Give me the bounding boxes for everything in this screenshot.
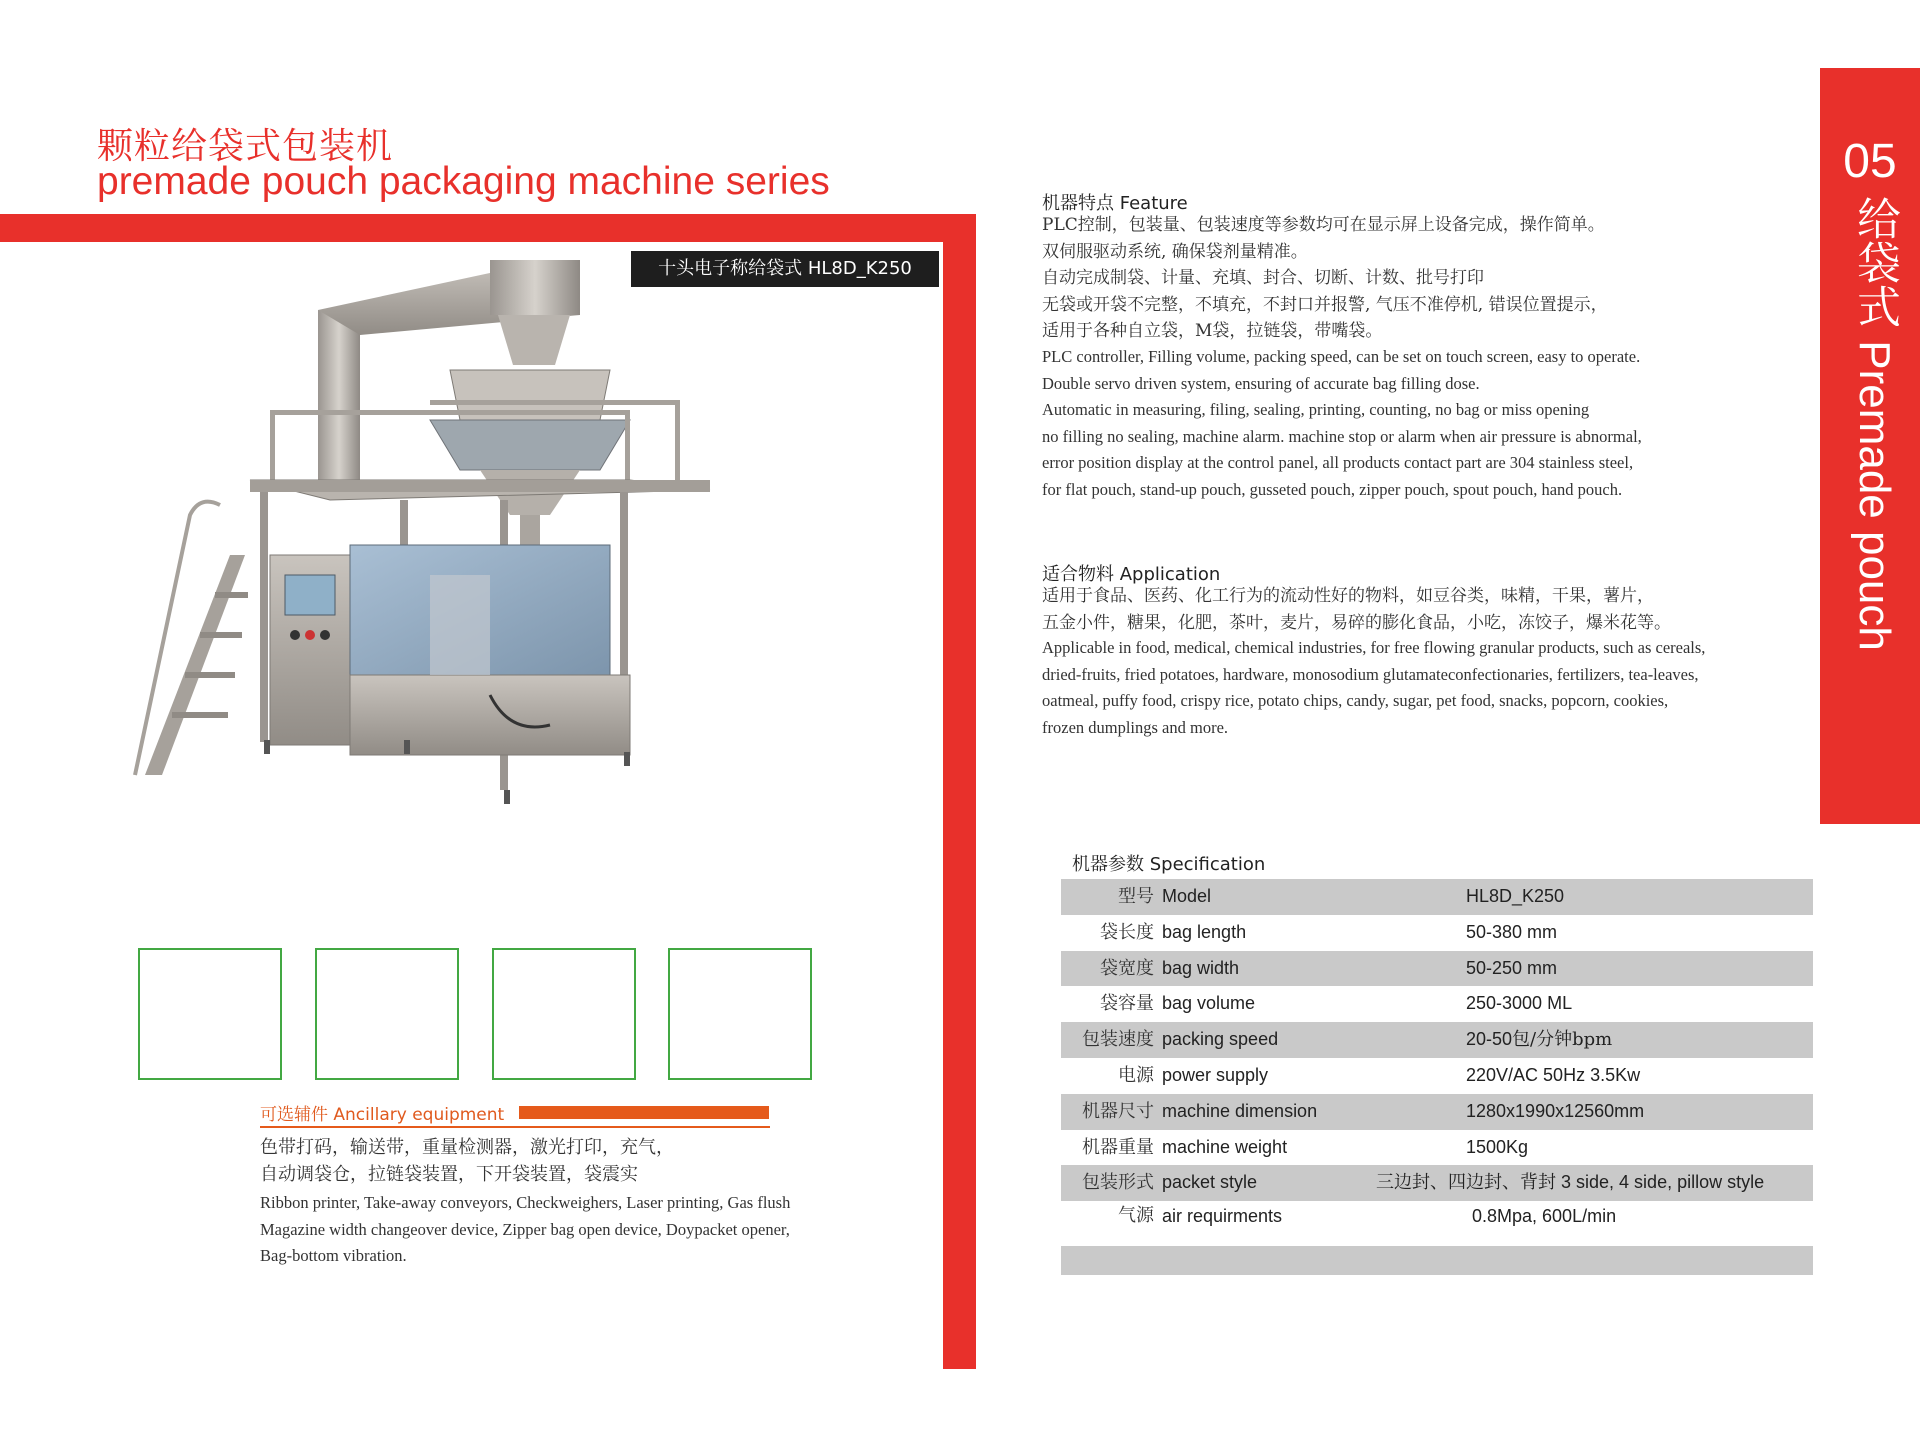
spec-value: 0.8Mpa, 600L/min — [1472, 1206, 1617, 1227]
feature-zh-line: 双伺服驱动系统, 确保袋剂量精准。 — [1042, 241, 1308, 262]
spec-value: 1280x1990x12560mm — [1466, 1100, 1645, 1121]
application-en-line: Applicable in food, medical, chemical industries, for free flowing granular products, such as cereals, — [1042, 638, 1706, 657]
ancillary-accent-bar — [519, 1106, 769, 1119]
ancillary-zh-line: 自动调袋仓，拉链袋装置，下开袋装置，袋震实 — [260, 1164, 638, 1185]
spec-label-en: bag length — [1162, 921, 1247, 942]
spec-value — [1376, 1165, 1764, 1201]
spec-value-en: 3 side, 4 side, pillow style — [1561, 1172, 1765, 1193]
feature-en-line: Double servo driven system, ensuring of accurate bag filling dose. — [1042, 373, 1480, 393]
feature-heading: 机器特点 Feature — [1042, 193, 1188, 214]
spec-row — [1061, 1094, 1813, 1130]
feature-zh-line: 适用于各种自立袋，M袋，拉链袋，带嘴袋。 — [1042, 321, 1383, 341]
feature-en-line: PLC controller, Filling volume, packing speed, can be set on touch screen, easy to operate. — [1042, 347, 1641, 366]
spec-heading: 机器参数 Specification — [1072, 854, 1266, 875]
red-header-bar — [0, 214, 945, 242]
application-en-text — [1042, 635, 1705, 741]
spec-value: 250-3000 ML — [1466, 993, 1573, 1014]
spec-label-en: bag width — [1162, 957, 1240, 978]
model-tag: 十头电子称给袋式 HL8D_K250 — [631, 251, 939, 287]
feature-zh-line: PLC控制，包装量、包装速度等参数均可在显示屏上设备完成，操作简单。 — [1042, 215, 1605, 235]
ancillary-en-line: Bag-bottom vibration. — [260, 1246, 407, 1265]
spec-label-en: packet style — [1162, 1172, 1258, 1193]
spec-label-zh: 包装形式 — [1082, 1172, 1154, 1194]
ancillary-en-line: Ribbon printer, Take-away conveyors, Checkweighers, Laser printing, Gas flush — [260, 1193, 791, 1212]
red-divider-bar — [943, 214, 976, 1369]
application-en-line: oatmeal, puffy food, crispy rice, potato chips, candy, sugar, pet food, snacks, popcorn, cookies, — [1042, 691, 1669, 710]
application-zh-text — [1042, 583, 1671, 636]
spec-value-zh: 三边封、四边封、背封 — [1376, 1172, 1556, 1194]
side-section-tab — [1820, 68, 1920, 824]
spec-label-en: machine dimension — [1162, 1100, 1318, 1121]
application-zh-line: 适用于食品、医药、化工行为的流动性好的物料，如豆谷类，味精，干果，薯片， — [1042, 586, 1654, 606]
spec-row — [1061, 986, 1813, 1022]
spec-value: 220V/AC 50Hz 3.5Kw — [1466, 1064, 1641, 1085]
spec-label-zh: 袋宽度 — [1100, 957, 1154, 979]
spec-row — [1061, 951, 1813, 987]
thumbnail-frame-2 — [315, 948, 459, 1080]
application-heading: 适合物料 Application — [1042, 564, 1221, 585]
spec-label-en: bag volume — [1162, 993, 1256, 1014]
feature-en-text — [1042, 344, 1642, 503]
spec-value — [1466, 1022, 1612, 1058]
spec-value-number: 20-50 — [1466, 1029, 1513, 1050]
spec-label-zh: 电源 — [1118, 1064, 1154, 1086]
application-en-line: dried-fruits, fried potatoes, hardware, monosodium glutamateconfectionaries, fertilizers, tea-leaves, — [1042, 664, 1699, 684]
spec-label-en: Model — [1162, 886, 1212, 906]
spec-row — [1061, 1022, 1813, 1058]
thumbnail-frame-4 — [668, 948, 812, 1080]
spec-row — [1061, 1201, 1813, 1231]
feature-en-line: error position display at the control panel, all products contact part are 304 stainless steel, — [1042, 453, 1634, 472]
ancillary-heading: 可选辅件 Ancillary equipment — [260, 1105, 505, 1125]
feature-en-line: for flat pouch, stand-up pouch, gusseted pouch, zipper pouch, spout pouch, hand pouch. — [1042, 479, 1623, 499]
page-title-en: premade pouch packaging machine series — [97, 160, 830, 203]
ancillary-underline — [260, 1126, 770, 1128]
thumbnail-frame-1 — [138, 948, 282, 1080]
ancillary-zh-text — [260, 1134, 674, 1188]
spec-row-empty — [1061, 1246, 1813, 1275]
spec-label-en: machine weight — [1162, 1136, 1288, 1157]
spec-label-zh: 袋容量 — [1100, 993, 1154, 1015]
spec-label-en: air requirments — [1162, 1206, 1283, 1227]
spec-label-zh: 袋长度 — [1100, 921, 1154, 943]
spec-label-zh: 机器重量 — [1082, 1136, 1154, 1158]
feature-zh-text — [1042, 212, 1608, 345]
application-en-line: frozen dumplings and more. — [1042, 717, 1229, 737]
ancillary-zh-line: 色带打码，输送带，重量检测器，激光打印，充气， — [260, 1137, 674, 1158]
feature-en-line: no filling no sealing, machine alarm. machine stop or alarm when air pressure is abnormal, — [1042, 426, 1642, 446]
feature-en-line: Automatic in measuring, filing, sealing, printing, counting, no bag or miss opening — [1042, 400, 1590, 419]
thumbnail-frame-3 — [492, 948, 636, 1080]
spec-table — [1061, 879, 1813, 1275]
spec-value-unit: 包/分钟bpm — [1512, 1029, 1613, 1051]
spec-row — [1061, 879, 1813, 915]
spec-value: HL8D_K250 — [1466, 886, 1565, 906]
ancillary-en-text — [260, 1190, 790, 1270]
feature-zh-line: 自动完成制袋、计量、充填、封合、切断、计数、批号打印 — [1042, 268, 1484, 288]
page-title-zh: 颗粒给袋式包装机 — [97, 126, 394, 167]
spec-label-zh: 型号 — [1118, 886, 1154, 907]
spec-row — [1061, 1058, 1813, 1094]
spec-label-zh: 包装速度 — [1082, 1029, 1154, 1051]
spec-value: 50-380 mm — [1466, 921, 1558, 942]
spec-value: 1500Kg — [1466, 1136, 1529, 1157]
spec-label-en: power supply — [1162, 1064, 1269, 1085]
spec-value: 50-250 mm — [1466, 957, 1558, 978]
spec-label-zh: 气源 — [1118, 1205, 1154, 1227]
application-zh-line: 五金小件，糖果，化肥，茶叶，麦片，易碎的膨化食品，小吃，冻饺子，爆米花等。 — [1042, 612, 1671, 633]
spec-label-en: packing speed — [1162, 1029, 1279, 1050]
section-number: 05 — [1843, 135, 1897, 188]
section-label: 给袋式 Premade pouch — [1850, 196, 1899, 651]
spec-row — [1061, 915, 1813, 951]
feature-zh-line: 无袋或开袋不完整，不填充，不封口并报警, 气压不准停机, 错误位置提示， — [1042, 294, 1608, 315]
spec-row — [1061, 1130, 1813, 1166]
machine-image — [130, 255, 750, 915]
ancillary-en-line: Magazine width changeover device, Zipper bag open device, Doypacket opener, — [260, 1219, 790, 1239]
spec-label-zh: 机器尺寸 — [1082, 1100, 1154, 1122]
spec-row — [1061, 1165, 1813, 1201]
